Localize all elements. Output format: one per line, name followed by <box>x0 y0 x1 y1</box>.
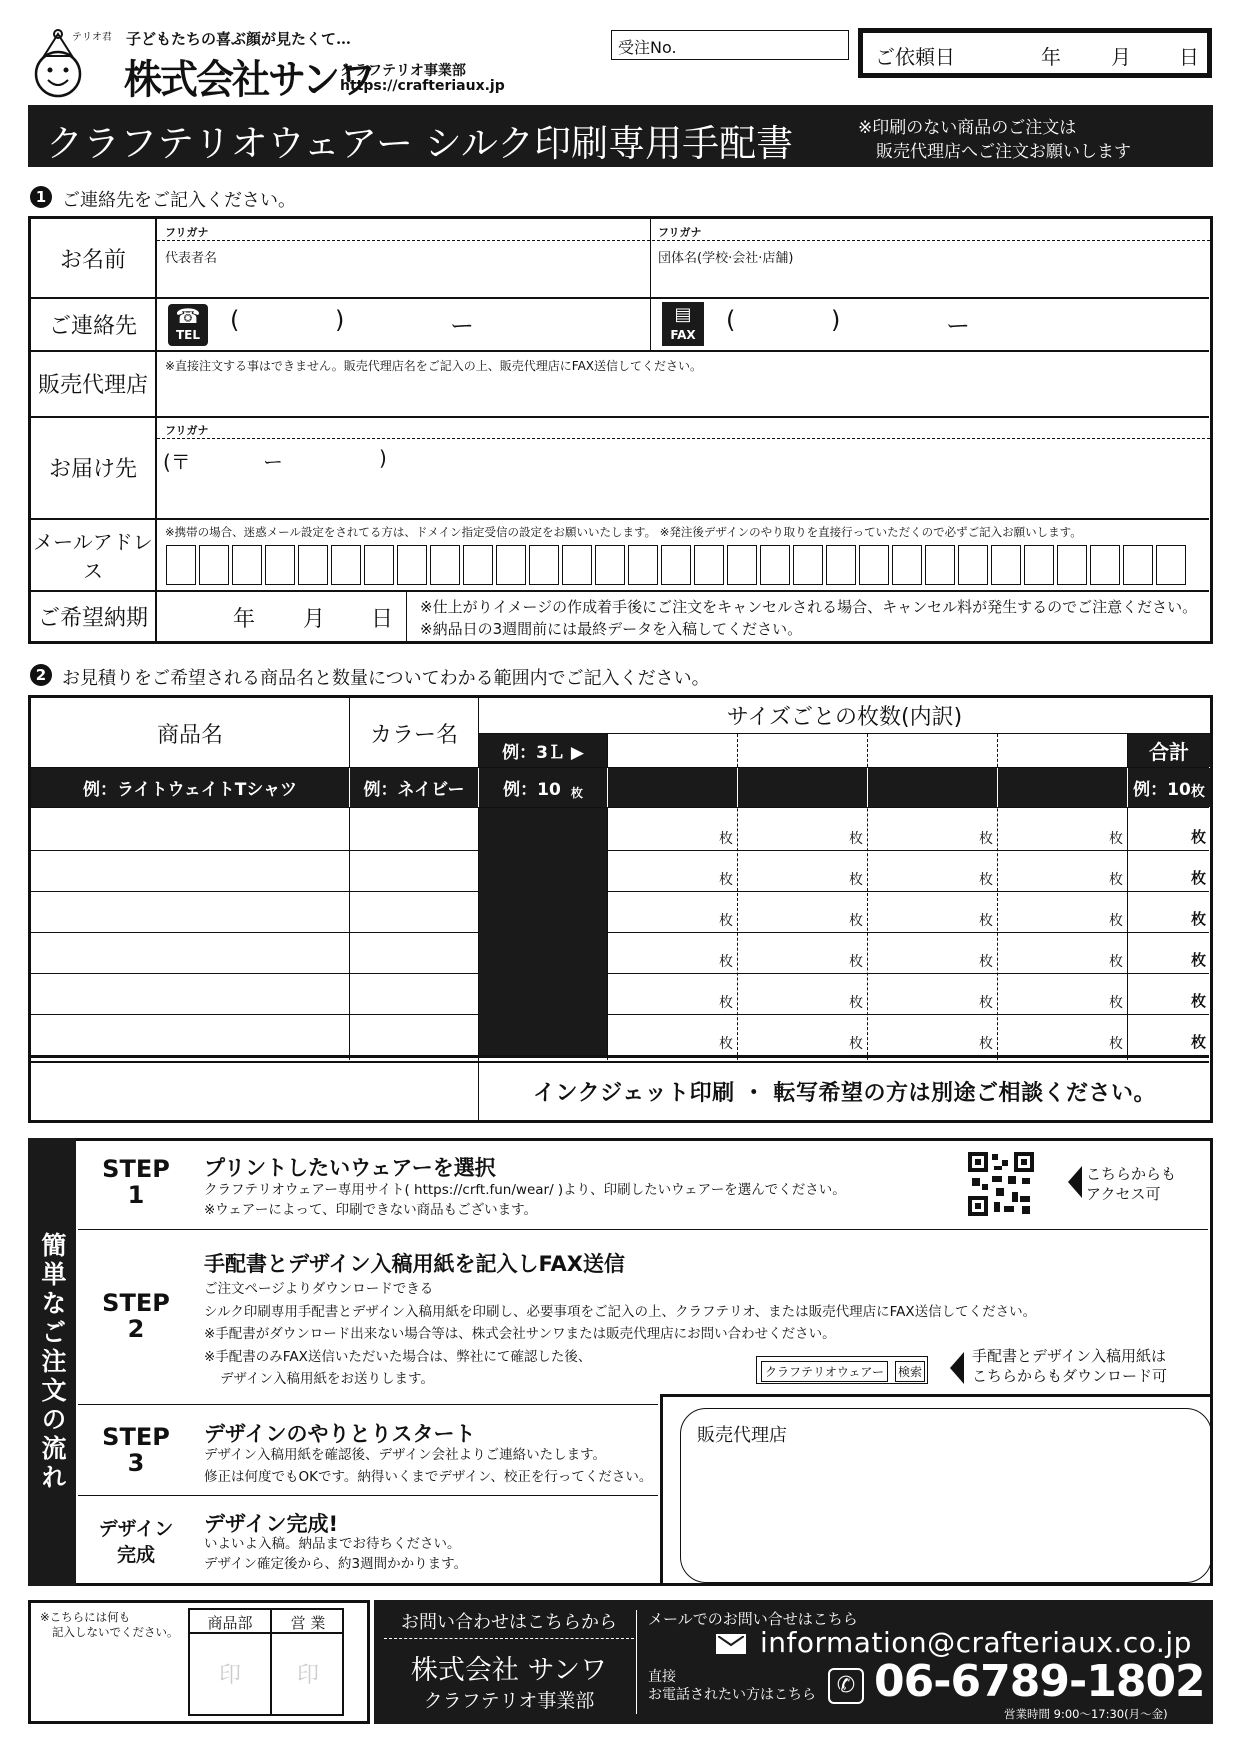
footer-company: 株式会社 サンワ <box>410 1655 608 1686</box>
search-box[interactable] <box>756 1356 928 1384</box>
dept-product-label: 商品部 <box>207 1614 253 1632</box>
email-heading: メールでのお問い合せはこちら <box>648 1610 858 1628</box>
company-logo: 株式会社サンワ <box>124 56 375 103</box>
search-button[interactable]: 検索 <box>895 1361 925 1382</box>
fax-icon: ▤ FAX <box>662 302 704 346</box>
col-total-header: 合計 <box>1128 734 1210 767</box>
agent-label: 販売代理店 <box>37 373 148 398</box>
step3-desc: デザイン入稿用紙を確認後、デザイン会社よりご連絡いたします。 修正は何度でもOKです。納得いくまでデザイン、校正を行ってください。 <box>204 1447 653 1485</box>
rep-name-field[interactable]: 代表者名 <box>165 251 218 266</box>
section2-heading: お見積りをご希望される商品名と数量についてわかる範囲内でご記入ください。 <box>62 668 710 689</box>
mascot-name: テリオ君 <box>72 32 112 43</box>
step1-desc: クラフテリオウェアー専用サイト( https://crft.fun/wear/ )より、印刷したいウェアーを選んでください。 ※ウェアーによって、印刷できない商品もございます。 <box>204 1182 846 1218</box>
design-complete-label: デザイン 完成 <box>98 1518 174 1566</box>
name-label: お名前 <box>59 247 126 273</box>
order-row[interactable]: 枚 枚 枚 枚 枚 <box>719 910 1207 929</box>
qr-code[interactable] <box>968 1152 1034 1216</box>
example-size-header: 例：3Ｌ ▶ <box>479 734 607 767</box>
division-name: クラフテリオ事業部 <box>340 63 466 79</box>
section2-number: 2 <box>30 664 52 686</box>
download-pointer-icon <box>950 1352 964 1384</box>
furigana-delivery: フリガナ <box>165 424 209 437</box>
section1-heading: ご連絡先をご記入ください。 <box>62 190 296 211</box>
inquiry-heading: お問い合わせはこちらから <box>401 1612 617 1633</box>
inkjet-note: インクジェット印刷 ・ 転写希望の方は別途ご相談ください。 <box>533 1080 1156 1106</box>
step1-label: STEP 1 <box>102 1155 170 1209</box>
delivery-label: お届け先 <box>48 457 137 482</box>
contact-email[interactable]: information@crafteriaux.co.jp <box>760 1626 1192 1659</box>
example-product: 例：ライトウェイトTシャツ <box>82 780 298 800</box>
date-year-label: 年 <box>1041 45 1061 69</box>
example-color: 例：ネイビー <box>363 780 465 800</box>
title-note-1: ※印刷のない商品のご注文は <box>858 118 1077 138</box>
date-day-label: 日 <box>1179 45 1199 69</box>
order-row[interactable]: 枚 枚 枚 枚 枚 <box>719 828 1207 847</box>
section1-number: 1 <box>30 186 52 208</box>
step3-label: STEP 3 <box>102 1423 170 1477</box>
step2-label: STEP 2 <box>102 1289 170 1343</box>
request-date-box[interactable] <box>858 28 1212 78</box>
email-note: ※携帯の場合、迷惑メール設定をされてる方は、ドメイン指定受信の設定をお願いいたします。 ※発注後デザインのやり取りを直接行っていただくので必ずご記入お願いします。 <box>165 525 1082 539</box>
example-total: 例：10 枚 <box>1133 780 1205 800</box>
col-product-header: 商品名 <box>156 722 223 748</box>
due-date-field[interactable]: 年 月 日 <box>233 607 394 632</box>
internal-note: ※こちらには何も 記入しないでください。 <box>40 1610 179 1639</box>
phone-note: 直接 お電話されたい方はこちら <box>648 1669 816 1703</box>
dept-sales-label: 営 業 <box>290 1614 326 1632</box>
page-title: クラフテリオウェアー シルク印刷専用手配書 <box>46 122 794 165</box>
delivery-address-field[interactable]: (〒 ー ) <box>163 446 387 474</box>
date-month-label: 月 <box>1111 45 1131 69</box>
title-note-2: 販売代理店へご注文お願いします <box>876 142 1131 162</box>
agent-stamp-box[interactable] <box>680 1408 1212 1583</box>
download-note: 手配書とデザイン入稿用紙は こちらからもダウンロード可 <box>972 1347 1168 1385</box>
step3-title: デザインのやりとりスタート <box>204 1422 476 1446</box>
due-date-label: ご希望納期 <box>37 605 148 631</box>
due-note-2: ※納品日の3週間前には最終データを入稿してください。 <box>420 620 803 638</box>
tel-field[interactable]: ( ) ー <box>230 306 474 340</box>
step2-desc: ご注文ページよりダウンロードできる シルク印刷専用手配書とデザイン入稿用紙を印刷し、必要事項をご記入の上、クラフテリオ、または販売代理店にFAX送信してください。 ※手配書がダウンロード出来ない場合等は、株式会社サンワまたは販売代理店にお問い合わせください。 ※手配書のみFAX送信いただいた場合は、弊社にて確認した後、 デザイン入稿用紙をお送りします。 <box>204 1281 1037 1387</box>
col-size-header: サイズごとの枚数(内訳) <box>726 705 963 730</box>
request-date-label: ご依頼日 <box>875 45 955 69</box>
furigana-rep: フリガナ <box>165 226 209 239</box>
search-input[interactable]: クラフテリオウェアー <box>761 1361 888 1382</box>
phone-icon: ✆ <box>828 1668 864 1704</box>
agent-stamp-label: 販売代理店 <box>697 1425 787 1446</box>
fax-field[interactable]: ( ) ー <box>726 306 970 340</box>
design-complete-title: デザイン完成! <box>204 1512 339 1536</box>
group-name-field[interactable]: 団体名(学校·会社·店舗) <box>658 251 794 266</box>
receipt-number-label: 受注No. <box>618 38 677 57</box>
stamp-mark: 印 <box>218 1663 241 1688</box>
order-row[interactable]: 枚 枚 枚 枚 枚 <box>719 992 1207 1011</box>
email-label: メールアドレス <box>33 529 153 583</box>
design-complete-desc: いよいよ入稿。納品までお待ちください。 デザイン確定後から、約3週間かかります。 <box>204 1536 468 1572</box>
col-color-header: カラー名 <box>369 722 458 748</box>
contact-phone[interactable]: 06-6789-1802 <box>874 1656 1205 1707</box>
order-row[interactable]: 枚 枚 枚 枚 枚 <box>719 951 1207 970</box>
example-qty: 例：10 枚 <box>503 780 583 800</box>
tel-icon: ☎ TEL <box>168 304 208 346</box>
website-url[interactable]: https://crafteriaux.jp <box>340 78 505 94</box>
order-row[interactable]: 枚 枚 枚 枚 枚 <box>719 1033 1207 1052</box>
title-bar <box>28 105 1213 167</box>
agent-field[interactable] <box>157 351 1210 416</box>
furigana-group: フリガナ <box>658 226 702 239</box>
step1-title: プリントしたいウェアーを選択 <box>204 1156 496 1180</box>
envelope-icon <box>716 1634 746 1654</box>
footer-division: クラフテリオ事業部 <box>423 1690 595 1712</box>
postal-mark: (〒 <box>163 450 191 474</box>
tagline: 子どもたちの喜ぶ顔が見たくて… <box>126 30 352 48</box>
receipt-number-field[interactable] <box>611 30 849 60</box>
qr-note: こちらからも アクセス可 <box>1086 1165 1177 1203</box>
agent-note: ※直接注文する事はできません。販売代理店名をご記入の上、販売代理店にFAX送信してください。 <box>165 359 703 373</box>
qr-pointer-icon <box>1068 1166 1082 1198</box>
business-hours: 営業時間 9:00〜17:30(月〜金) <box>1004 1707 1168 1721</box>
due-note-1: ※仕上がりイメージの作成着手後にご注文をキャンセルされる場合、キャンセル料が発生するのでご注意ください。 <box>420 598 1198 616</box>
flow-side-title: 簡単なご注文の流れ <box>28 1138 76 1586</box>
order-row[interactable]: 枚 枚 枚 枚 枚 <box>719 869 1207 888</box>
step2-title: 手配書とデザイン入稿用紙を記入しFAX送信 <box>204 1252 625 1276</box>
contact-label: ご連絡先 <box>48 313 137 339</box>
stamp-mark: 印 <box>296 1663 319 1688</box>
